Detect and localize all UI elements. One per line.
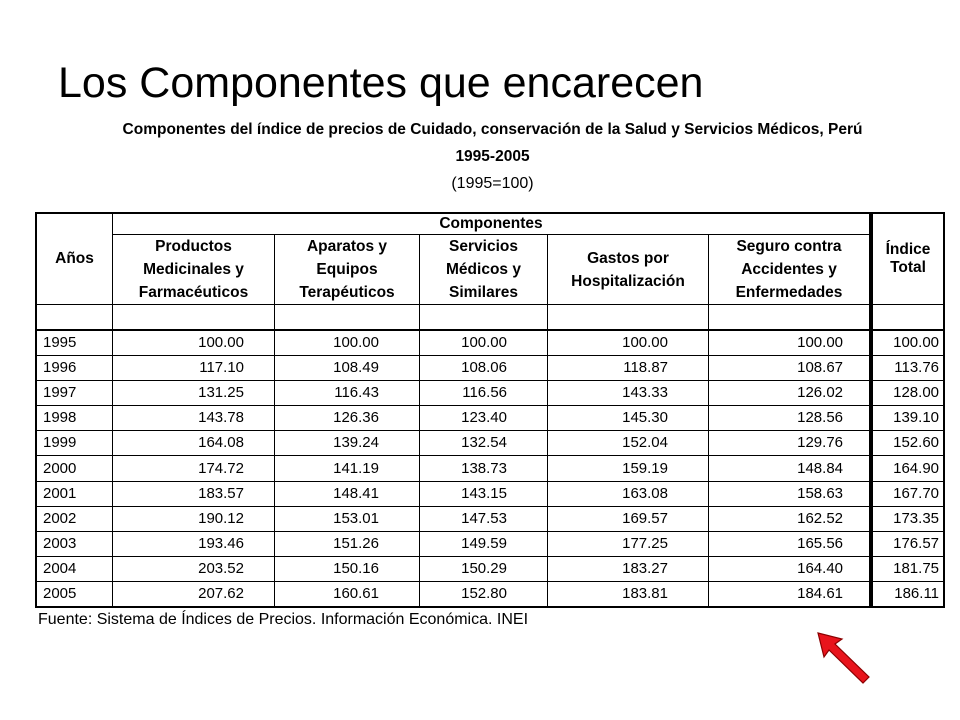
value-cell: 153.01 — [275, 507, 420, 532]
value-cell: 123.40 — [420, 406, 548, 431]
value-cell: 129.76 — [709, 431, 870, 456]
header-line: Seguro contra — [736, 238, 842, 255]
total-index-header — [870, 214, 945, 305]
year-cell: 1995 — [37, 331, 113, 356]
value-cell: 126.02 — [709, 381, 870, 406]
value-cell: 163.08 — [548, 482, 709, 507]
value-cell: 100.00 — [709, 331, 870, 356]
value-cell: 143.15 — [420, 482, 548, 507]
table-row — [37, 431, 945, 456]
value-cell: 100.00 — [113, 331, 275, 356]
source-note: Fuente: Sistema de Índices de Precios. Información Económica. INEI — [38, 611, 529, 628]
table-row — [37, 356, 945, 381]
total-cell: 152.60 — [870, 431, 945, 456]
value-cell: 162.52 — [709, 507, 870, 532]
column-header-medical-services — [420, 235, 548, 305]
year-cell: 2002 — [37, 507, 113, 532]
value-cell: 132.54 — [420, 431, 548, 456]
year-cell: 2005 — [37, 582, 113, 608]
value-cell: 145.30 — [548, 406, 709, 431]
total-cell: 173.35 — [870, 507, 945, 532]
year-cell: 2004 — [37, 557, 113, 582]
empty-cell — [709, 305, 870, 331]
header-line: Farmacéuticos — [138, 284, 249, 301]
value-cell: 139.24 — [275, 431, 420, 456]
value-cell: 147.53 — [420, 507, 548, 532]
value-cell: 138.73 — [420, 456, 548, 481]
empty-cell — [37, 305, 113, 331]
value-cell: 164.40 — [709, 557, 870, 582]
value-cell: 169.57 — [548, 507, 709, 532]
value-cell: 128.56 — [709, 406, 870, 431]
slide-title: Los Componentes que encarecen — [58, 59, 704, 107]
value-cell: 100.00 — [275, 331, 420, 356]
empty-cell — [548, 305, 709, 331]
value-cell: 183.27 — [548, 557, 709, 582]
year-cell: 2001 — [37, 482, 113, 507]
header-line: Médicos y — [446, 261, 521, 278]
empty-cell — [420, 305, 548, 331]
header-line: Productos — [155, 238, 232, 255]
total-cell: 186.11 — [870, 582, 945, 608]
total-cell: 181.75 — [870, 557, 945, 582]
header-line: Aparatos y — [306, 238, 388, 255]
table-caption-line-2: 1995-2005 — [455, 148, 530, 165]
table-body — [37, 305, 945, 608]
total-cell: 113.76 — [870, 356, 945, 381]
value-cell: 184.61 — [709, 582, 870, 608]
total-header-line: Índice — [885, 241, 931, 258]
red-arrow-icon — [815, 630, 875, 686]
total-cell: 167.70 — [870, 482, 945, 507]
value-cell: 165.56 — [709, 532, 870, 557]
components-group-header: Componentes — [113, 214, 870, 235]
header-line: Enfermedades — [735, 284, 843, 301]
total-cell: 100.00 — [870, 331, 945, 356]
header-line: Equipos — [316, 261, 378, 278]
year-cell: 1996 — [37, 356, 113, 381]
years-header: Años — [37, 214, 113, 305]
value-cell: 116.43 — [275, 381, 420, 406]
value-cell: 190.12 — [113, 507, 275, 532]
table-row — [37, 507, 945, 532]
price-index-table — [35, 212, 945, 608]
value-cell: 108.49 — [275, 356, 420, 381]
table-caption — [40, 116, 945, 197]
header-line: Accidentes y — [741, 261, 837, 278]
value-cell: 117.10 — [113, 356, 275, 381]
value-cell: 150.29 — [420, 557, 548, 582]
value-cell: 143.33 — [548, 381, 709, 406]
arrow-shape — [818, 633, 869, 683]
total-header-line: Total — [890, 259, 926, 276]
table-caption-line-1: Componentes del índice de precios de Cuidado, conservación de la Salud y Servicios Médicos, Perú — [122, 121, 863, 138]
value-cell: 108.06 — [420, 356, 548, 381]
header-line: Terapéuticos — [299, 284, 395, 301]
header-line: Servicios — [449, 238, 518, 255]
header-line: Similares — [449, 284, 518, 301]
total-cell: 128.00 — [870, 381, 945, 406]
header-line: Medicinales y — [143, 261, 244, 278]
empty-cell — [870, 305, 945, 331]
table-row — [37, 482, 945, 507]
table-row — [37, 456, 945, 481]
table-row — [37, 532, 945, 557]
value-cell: 126.36 — [275, 406, 420, 431]
total-cell: 139.10 — [870, 406, 945, 431]
value-cell: 183.57 — [113, 482, 275, 507]
value-cell: 174.72 — [113, 456, 275, 481]
value-cell: 100.00 — [548, 331, 709, 356]
year-cell: 2003 — [37, 532, 113, 557]
value-cell: 164.08 — [113, 431, 275, 456]
value-cell: 207.62 — [113, 582, 275, 608]
value-cell: 160.61 — [275, 582, 420, 608]
year-cell: 1998 — [37, 406, 113, 431]
empty-cell — [113, 305, 275, 331]
value-cell: 183.81 — [548, 582, 709, 608]
total-cell: 176.57 — [870, 532, 945, 557]
value-cell: 118.87 — [548, 356, 709, 381]
value-cell: 152.80 — [420, 582, 548, 608]
value-cell: 193.46 — [113, 532, 275, 557]
column-header-insurance — [709, 235, 870, 305]
empty-cell — [275, 305, 420, 331]
value-cell: 108.67 — [709, 356, 870, 381]
column-header-hospitalization — [548, 235, 709, 305]
value-cell: 159.19 — [548, 456, 709, 481]
table-row — [37, 331, 945, 356]
value-cell: 143.78 — [113, 406, 275, 431]
value-cell: 149.59 — [420, 532, 548, 557]
value-cell: 152.04 — [548, 431, 709, 456]
column-header-equipment — [275, 235, 420, 305]
header-line: Hospitalización — [571, 272, 685, 290]
year-cell: 1999 — [37, 431, 113, 456]
value-cell: 203.52 — [113, 557, 275, 582]
value-cell: 151.26 — [275, 532, 420, 557]
value-cell: 158.63 — [709, 482, 870, 507]
empty-row — [37, 305, 945, 331]
value-cell: 148.41 — [275, 482, 420, 507]
value-cell: 100.00 — [420, 331, 548, 356]
table-caption-base: (1995=100) — [451, 175, 534, 192]
value-cell: 150.16 — [275, 557, 420, 582]
header-line: Gastos por — [587, 249, 669, 267]
value-cell: 148.84 — [709, 456, 870, 481]
value-cell: 141.19 — [275, 456, 420, 481]
table-row — [37, 381, 945, 406]
year-cell: 1997 — [37, 381, 113, 406]
value-cell: 177.25 — [548, 532, 709, 557]
year-cell: 2000 — [37, 456, 113, 481]
value-cell: 131.25 — [113, 381, 275, 406]
table-row — [37, 582, 945, 608]
table-row — [37, 406, 945, 431]
total-cell: 164.90 — [870, 456, 945, 481]
column-header-pharma — [113, 235, 275, 305]
table-row — [37, 557, 945, 582]
value-cell: 116.56 — [420, 381, 548, 406]
